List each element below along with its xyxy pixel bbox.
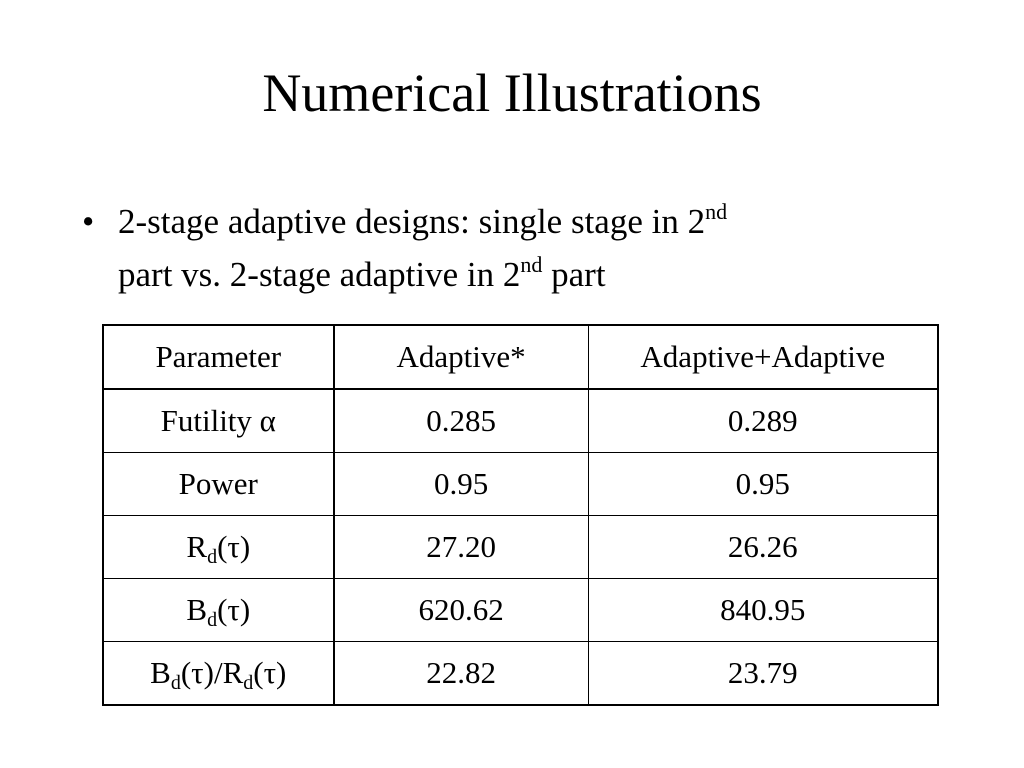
- adaptive-adaptive-value: 0.95: [588, 453, 938, 516]
- bullet-line-1-text: 2-stage adaptive designs: single stage in 2: [118, 202, 706, 241]
- adaptive-adaptive-value: 26.26: [588, 516, 938, 579]
- bullet-line-2-text: part vs. 2-stage adaptive in 2: [118, 255, 521, 294]
- parameter-subscript: d: [170, 672, 181, 694]
- table-row: [103, 579, 938, 642]
- header-adaptive: Adaptive*: [334, 325, 589, 389]
- adaptive-value: 620.62: [334, 579, 589, 642]
- bullet-text: [118, 195, 958, 301]
- parameter-suffix: (τ)/R: [180, 655, 244, 690]
- parameter-suffix: (τ): [217, 592, 251, 627]
- bullet-line-2-superscript: nd: [520, 252, 543, 277]
- adaptive-value: 0.285: [334, 389, 589, 453]
- parameter-subscript: d: [207, 546, 218, 568]
- parameter-cell: [103, 453, 334, 516]
- table-header-row: [103, 325, 938, 389]
- table-row: [103, 389, 938, 453]
- adaptive-adaptive-value: 0.289: [588, 389, 938, 453]
- results-table: [102, 324, 939, 706]
- adaptive-adaptive-value: 23.79: [588, 642, 938, 706]
- parameter-text: B: [150, 655, 171, 690]
- parameter-suffix: (τ): [217, 529, 251, 564]
- parameter-cell: [103, 516, 334, 579]
- bullet-line-2: [118, 248, 958, 301]
- slide-title: Numerical Illustrations: [262, 63, 762, 123]
- parameter-subscript: d: [207, 609, 218, 631]
- parameter-subscript-2: d: [243, 672, 254, 694]
- table-row: [103, 642, 938, 706]
- parameter-symbol: α: [259, 403, 276, 438]
- bullet-line-1: [118, 195, 958, 248]
- table-row: [103, 516, 938, 579]
- bullet-line-2-tail: part: [542, 255, 606, 294]
- parameter-text: Power: [178, 466, 258, 501]
- bullet-marker: •: [82, 202, 95, 241]
- header-adaptive-adaptive: Adaptive+Adaptive: [588, 325, 938, 389]
- header-parameter: Parameter: [103, 325, 334, 389]
- parameter-cell: [103, 389, 334, 453]
- parameter-text: R: [186, 529, 208, 564]
- parameter-suffix-2: (τ): [253, 655, 287, 690]
- adaptive-value: 27.20: [334, 516, 589, 579]
- adaptive-adaptive-value: 840.95: [588, 579, 938, 642]
- adaptive-value: 0.95: [334, 453, 589, 516]
- parameter-text: Futility: [160, 403, 260, 438]
- adaptive-value: 22.82: [334, 642, 589, 706]
- table-row: [103, 453, 938, 516]
- parameter-cell: [103, 579, 334, 642]
- parameter-cell: [103, 642, 334, 706]
- bullet-line-1-superscript: nd: [705, 199, 728, 224]
- parameter-text: B: [186, 592, 208, 627]
